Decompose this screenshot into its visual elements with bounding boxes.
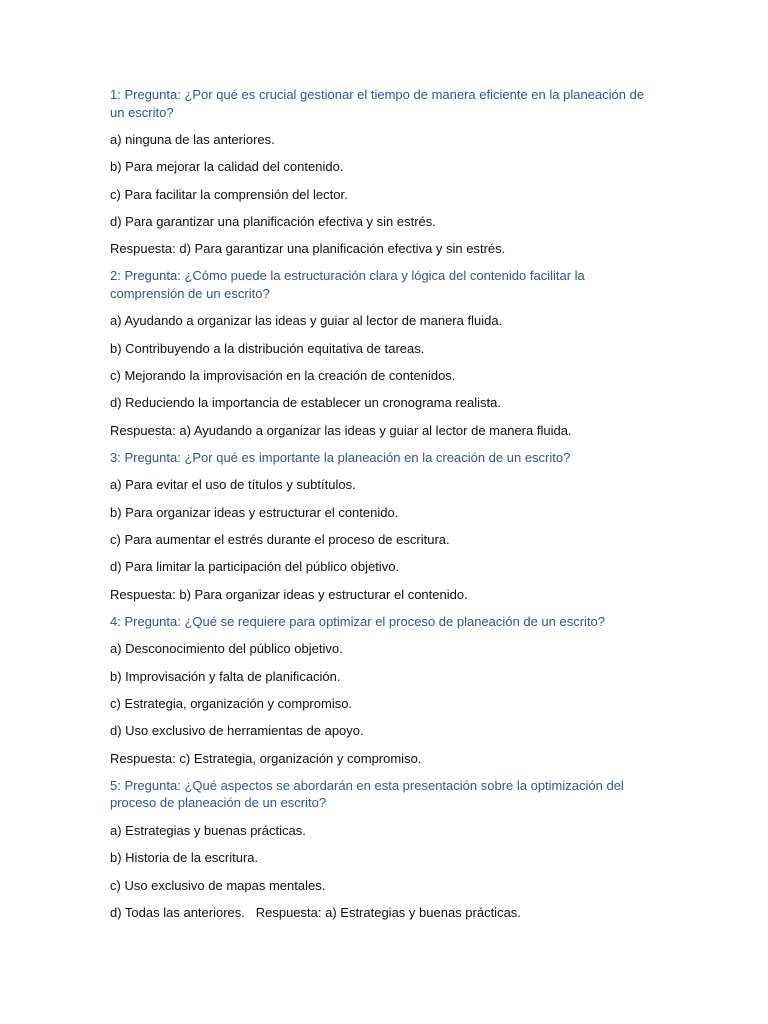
option-c: c) Estrategia, organización y compromiso. (110, 696, 353, 712)
answer-text: Respuesta: c) Estrategia, organización y compromiso. (110, 750, 422, 766)
option-c: c) Para facilitar la comprensión del lector. (110, 186, 348, 202)
question-text: 1: Pregunta: ¿Por qué es crucial gestionar el tiempo de manera eficiente en la planeación de un escrito? (110, 87, 645, 120)
option-b: b) Contribuyendo a la distribución equitativa de tareas. (110, 340, 425, 356)
answer-text: Respuesta: b) Para organizar ideas y estructurar el contenido. (110, 586, 468, 602)
option-a: a) ninguna de las anteriores. (110, 132, 275, 147)
option-c: c) Para aumentar el estrés durante el proceso de escritura. (110, 532, 450, 548)
option-a: a) Estrategias y buenas prácticas. (110, 822, 306, 838)
option-b: b) Para mejorar la calidad del contenido. (110, 159, 344, 175)
option-a: a) Para evitar el uso de títulos y subtítulos. (110, 477, 356, 493)
option-d: d) Uso exclusivo de herramientas de apoyo. (110, 723, 364, 739)
question-block (110, 267, 650, 439)
option-b: b) Historia de la escritura. (110, 850, 259, 866)
option-a: a) Desconocimiento del público objetivo. (110, 641, 343, 657)
option-d-with-answer: d) Todas las anteriores. Respuesta: a) Estrategias y buenas prácticas. (110, 904, 521, 920)
question-block (110, 86, 650, 258)
question-block (110, 777, 650, 921)
answer-text: Respuesta: d) Para garantizar una planificación efectiva y sin estrés. (110, 241, 506, 257)
option-d: d) Reduciendo la importancia de establecer un cronograma realista. (110, 395, 501, 411)
option-b: b) Para organizar ideas y estructurar el contenido. (110, 504, 399, 520)
option-c: c) Uso exclusivo de mapas mentales. (110, 877, 326, 893)
option-d: d) Para garantizar una planificación efectiva y sin estrés. (110, 213, 436, 229)
option-d: d) Para limitar la participación del público objetivo. (110, 559, 400, 575)
answer-text: Respuesta: a) Ayudando a organizar las ideas y guiar al lector de manera fluida. (110, 422, 572, 438)
question-text: 5: Pregunta: ¿Qué aspectos se abordarán en esta presentación sobre la optimización del proceso de planeación de un escrito? (110, 777, 624, 811)
question-text: 3: Pregunta: ¿Por qué es importante la planeación en la creación de un escrito? (110, 449, 571, 465)
question-block (110, 449, 650, 603)
question-block (110, 613, 650, 767)
question-text: 4: Pregunta: ¿Qué se requiere para optimizar el proceso de planeación de un escrito? (110, 613, 606, 629)
document-page (110, 86, 650, 931)
option-c: c) Mejorando la improvisación en la creación de contenidos. (110, 368, 456, 384)
option-a: a) Ayudando a organizar las ideas y guiar al lector de manera fluida. (110, 313, 503, 329)
option-b: b) Improvisación y falta de planificación. (110, 668, 341, 684)
question-text: 2: Pregunta: ¿Cómo puede la estructuración clara y lógica del contenido facilitar la comprensión de un escrito? (110, 268, 585, 301)
